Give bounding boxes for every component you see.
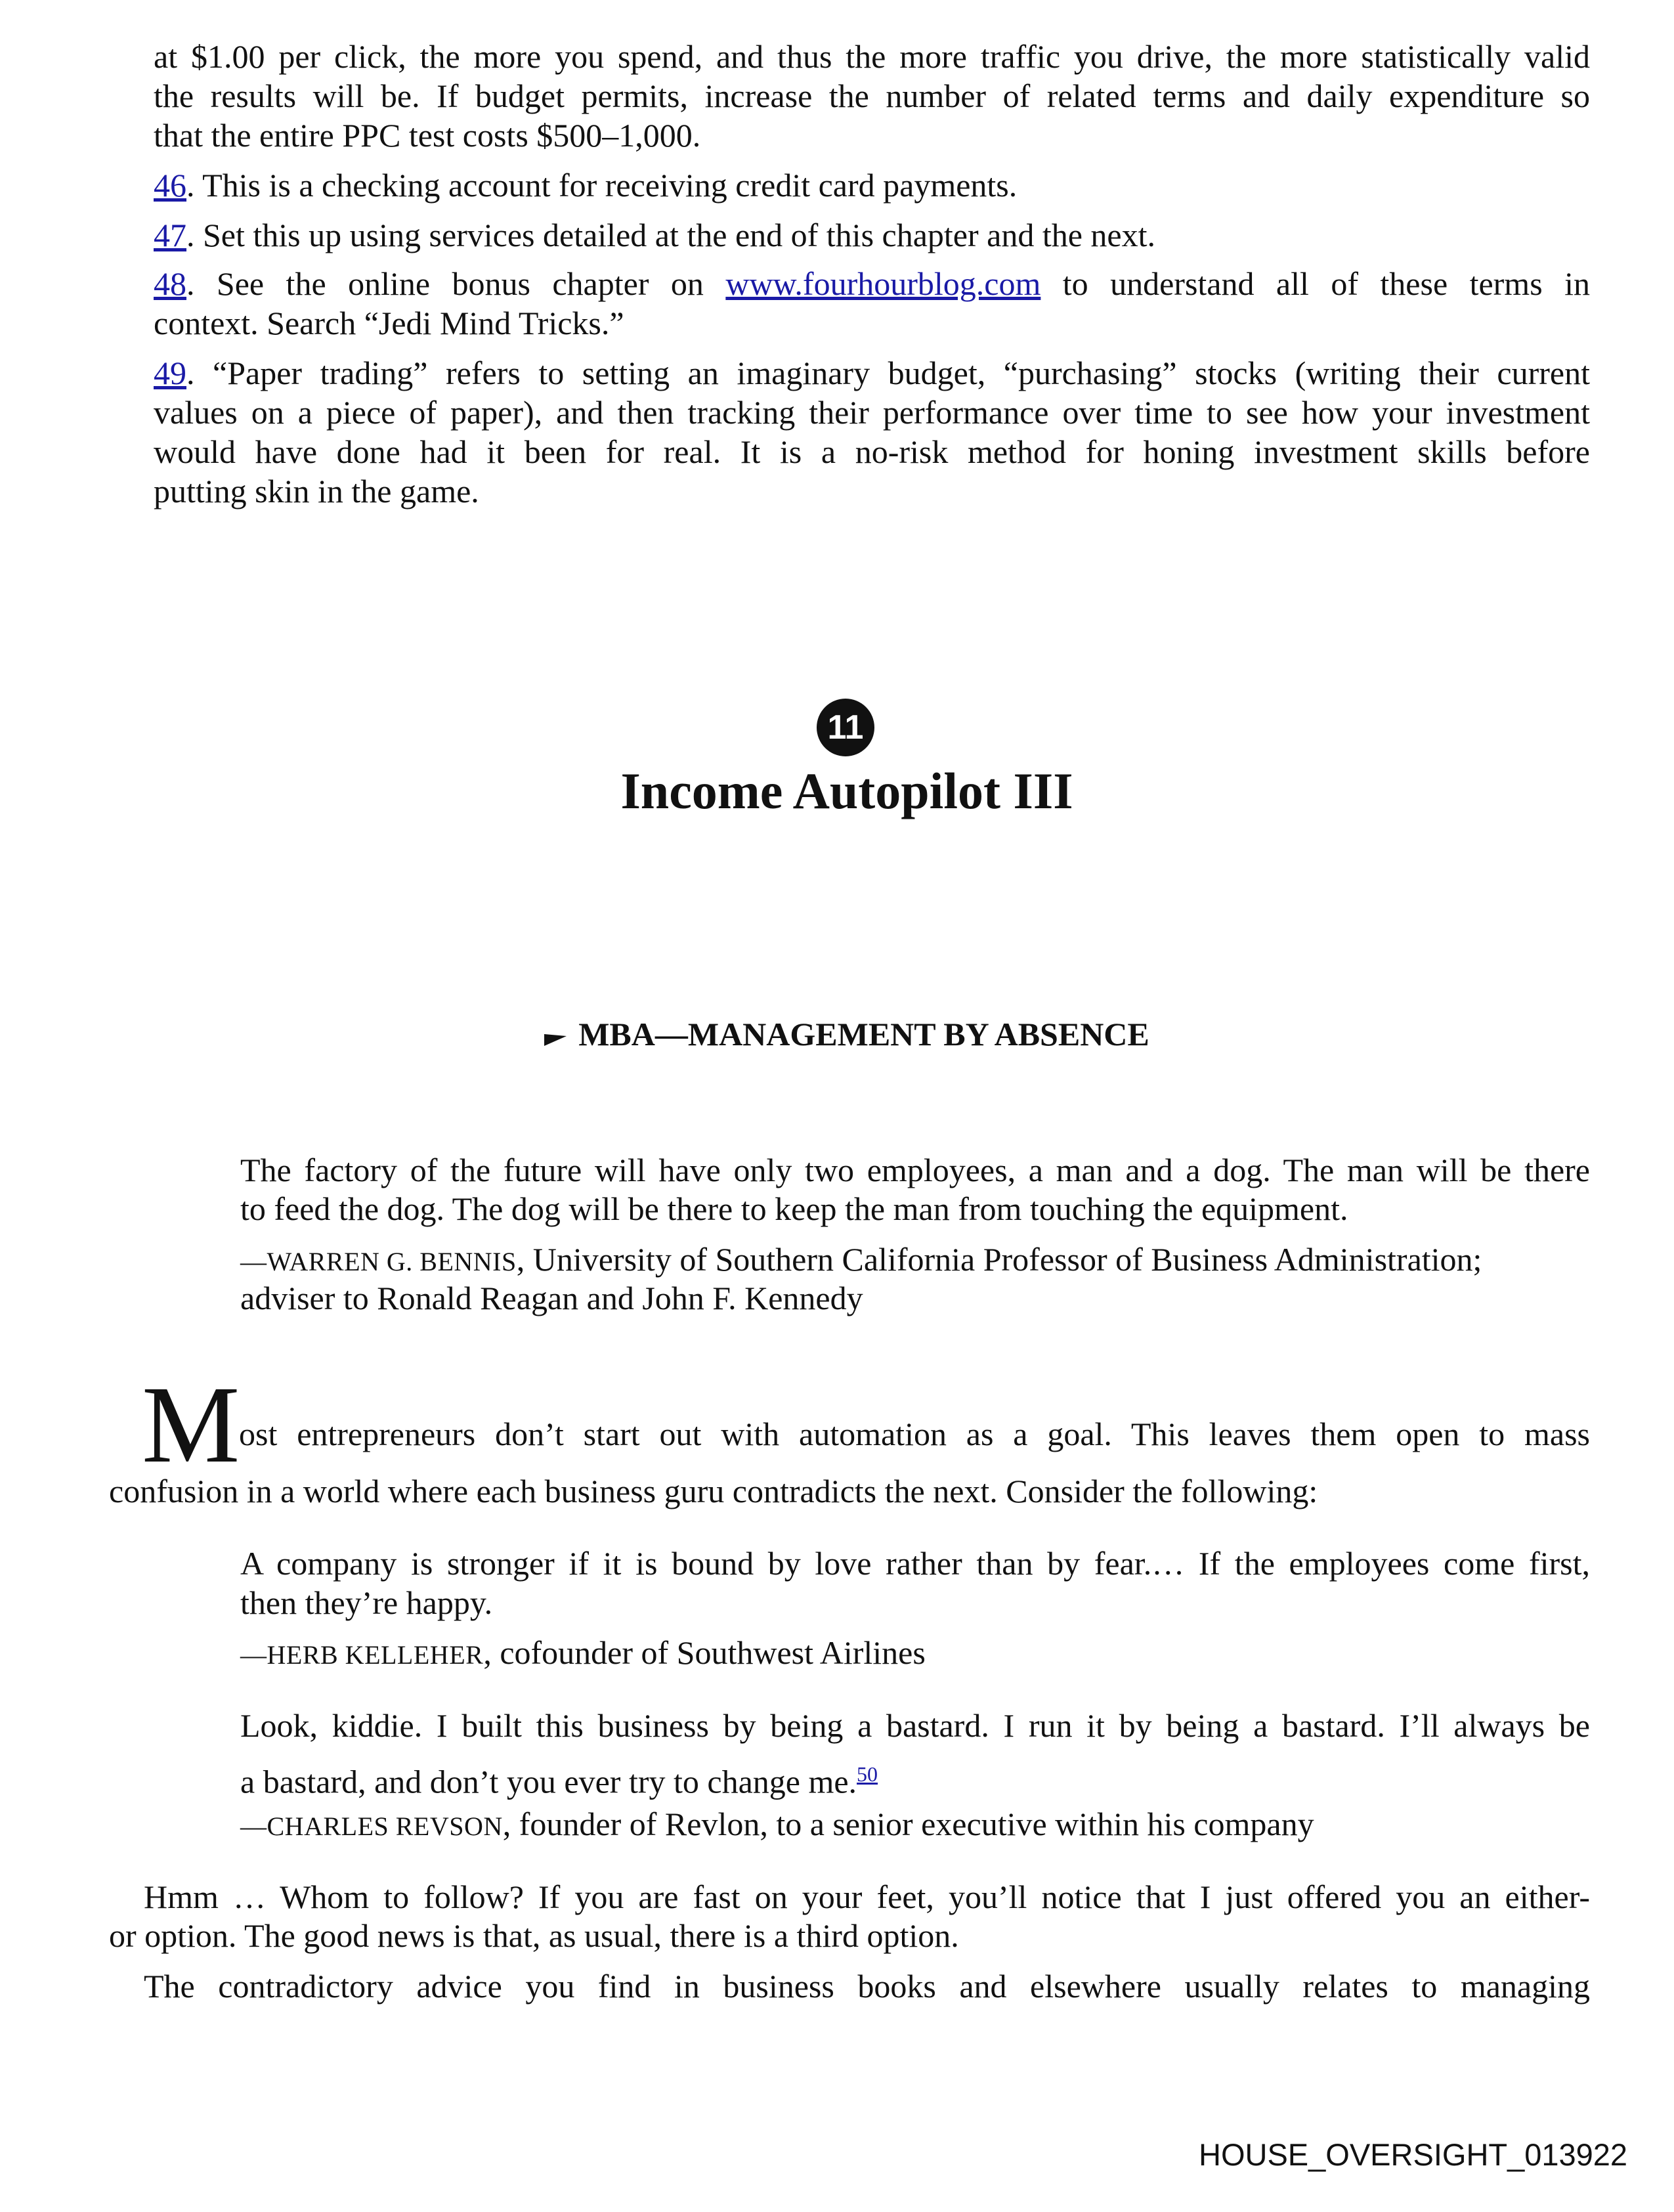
section-heading bbox=[0, 1014, 1674, 1054]
text-line: Hmm … Whom to follow? If you are fast on your feet, you’ll notice that I just offered you an either- bbox=[144, 1878, 1590, 1915]
text-line: context. Search “Jedi Mind Tricks.” bbox=[154, 305, 624, 341]
quote-line: to feed the dog. The dog will be there to keep the man from touching the equipment. bbox=[240, 1190, 1348, 1227]
quote-author: —CHARLES REVSON bbox=[240, 1811, 503, 1841]
footnote-link[interactable]: 48 bbox=[154, 265, 186, 302]
quote-attribution-line: adviser to Ronald Reagan and John F. Kennedy bbox=[240, 1280, 863, 1316]
quote-line: Look, kiddie. I built this business by being a bastard. I run it by being a bastard. I’ll always be bbox=[240, 1707, 1590, 1744]
text-line: ost entrepreneurs don’t start out with automation as a goal. This leaves them open to mass bbox=[239, 1416, 1590, 1452]
text-line: at $1.00 per click, the more you spend, and thus the more traffic you drive, the more statistically valid bbox=[154, 38, 1590, 75]
footnote-text: . This is a checking account for receiving credit card payments. bbox=[186, 167, 1018, 204]
quote-line bbox=[240, 1754, 1590, 1802]
text-line: values on a piece of paper), and then tracking their performance over time to see how your investment bbox=[154, 394, 1590, 431]
quote-author-role: , founder of Revlon, to a senior executive within his company bbox=[502, 1806, 1314, 1842]
quote-author-role: , University of Southern California Professor of Business Administration; bbox=[516, 1241, 1482, 1278]
text-line: that the entire PPC test costs $500–1,000. bbox=[154, 117, 701, 154]
footnote-48 bbox=[154, 264, 1590, 303]
quote-author: —WARREN G. BENNIS bbox=[240, 1247, 517, 1276]
chapter-number-badge: 11 bbox=[817, 699, 874, 756]
footnote-text: to understand all of these terms in bbox=[1041, 265, 1590, 302]
chapter-title: Income Autopilot III bbox=[620, 762, 1073, 819]
text-line: confusion in a world where each business guru contradicts the next. Consider the following: bbox=[109, 1473, 1318, 1509]
footnote-47 bbox=[154, 215, 1590, 255]
quote-author-role: , cofounder of Southwest Airlines bbox=[483, 1634, 926, 1671]
arrow-bullet-icon bbox=[544, 1030, 567, 1046]
quote-line: The factory of the future will have only two employees, a man and a dog. The man will be there bbox=[240, 1152, 1590, 1188]
footnote-text: . See the online bonus chapter on bbox=[186, 265, 726, 302]
footnote-text: . Set this up using services detailed at the end of this chapter and the next. bbox=[186, 217, 1156, 253]
footnote-link[interactable]: 49 bbox=[154, 355, 186, 391]
footnote-46 bbox=[154, 165, 1590, 205]
text-line: the results will be. If budget permits, increase the number of related terms and daily expenditure so bbox=[154, 77, 1590, 114]
footnote-link[interactable]: 47 bbox=[154, 217, 186, 253]
footnote-ref-link[interactable]: 50 bbox=[857, 1762, 878, 1786]
bates-number: HOUSE_OVERSIGHT_013922 bbox=[1199, 2137, 1628, 2172]
footnote-text: . “Paper trading” refers to setting an imaginary budget, “purchasing” stocks (writing their current bbox=[186, 355, 1590, 391]
text-line: The contradictory advice you find in business books and elsewhere usually relates to managing bbox=[144, 1968, 1590, 2005]
text-line: would have done had it been for real. It is a no-risk method for honing investment skills before bbox=[154, 433, 1590, 470]
quote-text: a bastard, and don’t you ever try to change me. bbox=[240, 1763, 857, 1800]
website-link[interactable]: www.fourhourblog.com bbox=[725, 265, 1041, 302]
quote-attribution bbox=[240, 1633, 1590, 1675]
footnote-link[interactable]: 46 bbox=[154, 167, 186, 204]
text-line: or option. The good news is that, as usual, there is a third option. bbox=[109, 1917, 959, 1954]
quote-attribution bbox=[240, 1240, 1590, 1282]
footnote-49 bbox=[154, 353, 1590, 393]
section-heading-text: MBA—MANAGEMENT BY ABSENCE bbox=[578, 1016, 1149, 1052]
text-line: putting skin in the game. bbox=[154, 473, 479, 510]
quote-author: —HERB KELLEHER bbox=[240, 1640, 484, 1670]
quote-line: then they’re happy. bbox=[240, 1584, 493, 1621]
drop-cap: M bbox=[142, 1364, 240, 1486]
quote-attribution bbox=[240, 1804, 1590, 1846]
quote-line: A company is stronger if it is bound by love rather than by fear.… If the employees come first, bbox=[240, 1545, 1590, 1582]
